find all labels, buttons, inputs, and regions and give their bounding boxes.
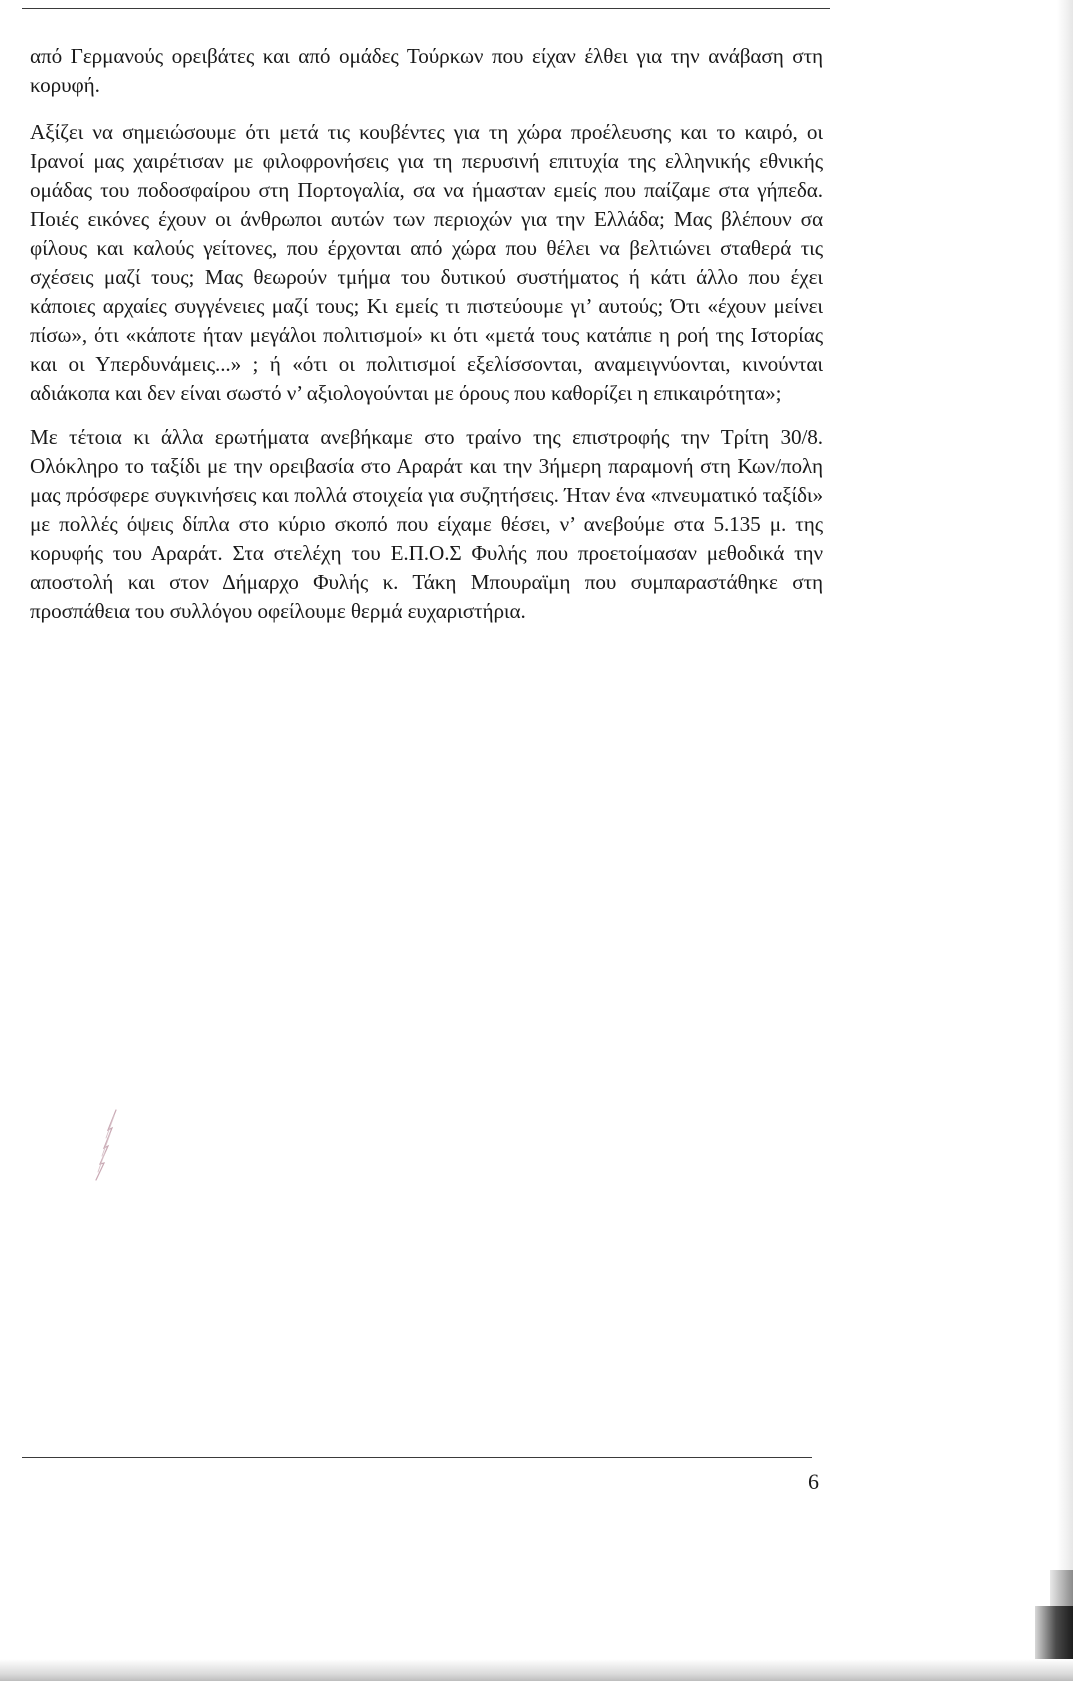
top-rule [22, 8, 830, 9]
bottom-rule [22, 1457, 812, 1458]
paragraph-1: από Γερμανούς ορειβάτες και από ομάδες Τούρκων που είχαν έλθει για την ανάβαση στη κορυφή. [30, 44, 823, 97]
scan-bottom-shadow [0, 1659, 1073, 1681]
pencil-scribble-mark [86, 1108, 122, 1184]
scan-edge-shadow [1057, 0, 1073, 1681]
scan-corner-shade [1050, 1570, 1073, 1606]
page-number: 6 [808, 1469, 819, 1494]
paragraph-3: Με τέτοια κι άλλα ερωτήματα ανεβήκαμε στο τραίνο της επιστροφής την Τρίτη 30/8. Ολόκληρο το ταξίδι με την ορειβασία στο Αραράτ και την 3ήμερη παραμονή στη Κων/πολη μας πρόσφερε συγκινήσεις και πολλά στοιχεία για συζητήσεις. Ήταν ένα «πνευματικό ταξίδι» με πολλές όψεις δίπλα στο κύριο σκοπό που είχαμε θέσει, ν’ ανεβούμε στα 5.135 μ. της κορυφής του Αραράτ. Στα στελέχη του Ε.Π.Ο.Σ Φυλής που προετοίμασαν μεθοδικά την αποστολή και στον Δήμαρχο Φυλής κ. Τάκη Μπουραϊμη που συμπαραστάθηκε στη προσπάθεια του συλλόγου οφείλουμε θερμά ευχαριστήρια. [30, 425, 823, 623]
paragraph-2: Αξίζει να σημειώσουμε ότι μετά τις κουβέντες για τη χώρα προέλευσης και το καιρό, οι Ιρανοί μας χαιρέτισαν με φιλοφρονήσεις για τη περυσινή επιτυχία της ελληνικής εθνικής ομάδας του ποδοσφαίρου στη Πορτογαλία, σα να ήμασταν εμείς που παίζαμε στα γήπεδα. Ποιές εικόνες έχουν οι άνθρωποι αυτών των περιοχών για την Ελλάδα; Μας βλέπουν σα φίλους και καλούς γείτονες, που έρχονται από χώρα που θέλει να βελτιώνει σταθερά τις σχέσεις μαζί τους; Μας θεωρούν τμήμα του δυτικού συστήματος ή κάτι άλλο που έχει κάποιες αρχαίες συγγένειες μαζί τους; Κι εμείς τι πιστεύουμε γι’ αυτούς; Ότι «έχουν μείνει πίσω», ότι «κάποτε ήταν μεγάλοι πολιτισμοί» κι ότι «μετά τους κατάπιε η ροή της Ιστορίας και οι Υπερδυνάμεις...» ; ή «ότι οι πολιτισμοί εξελίσσονται, αναμειγνύονται, κινούνται αδιάκοπα και δεν είναι σωστό ν’ αξιολογούνται με όρους που καθορίζει η επικαιρότητα»; [30, 120, 823, 405]
body-text [30, 42, 823, 641]
